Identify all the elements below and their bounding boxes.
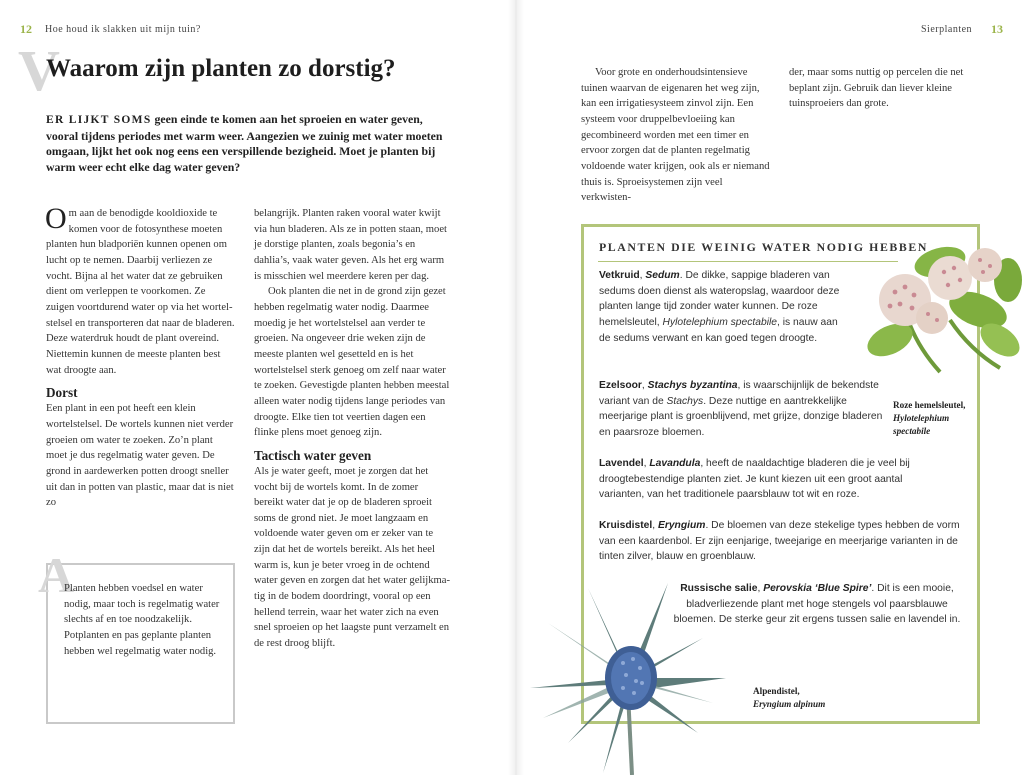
lead-text: geen einde te komen aan het sproeien en water geven, vooral tijdens periodes met warm weer. Aangezien we zuinig met water moeten omgaan, lijkt het ook nog eens een verspillende bezigheid. Moet je planten bij warm weer echt elke dag water geven? xyxy=(46,112,443,174)
title-initial-letter: V xyxy=(18,38,60,103)
right-running-title: Sierplanten xyxy=(921,24,973,35)
lead-smallcaps: ER LIJKT SOMS xyxy=(46,114,152,126)
entry-name: Ezelsoor xyxy=(599,380,642,391)
col2-paragraph-2: Ook planten die net in de grond zijn gezet hebben regelmatig water nodig. Daarmee moedig je het wortelstelsel aan verder te groeien. Na ongeveer drie weken zijn de meeste planten wel gesetteld en is het wortelstelsel sterk genoeg om zelf naar water te zoeken. Gevestigde planten hebben meestal alleen water nodig tijdens lange periodes van droogte. Elke tien tot veertien dagen een flinke plens moet genoeg zijn. xyxy=(254,286,450,439)
entry-latin: Lavandula xyxy=(649,458,701,469)
book-gutter xyxy=(508,0,524,775)
entry-latin-2: Hylotelephium spectabile xyxy=(662,317,778,329)
entry-russische-salie: Russische salie, Perovskia ‘Blue Spire’. Dit is een mooie, bladverliezende plant met hoge stengels vol paarsblauwe bloemen. De sterke geur zit ergens tussen salie en lavendel in. xyxy=(673,583,961,626)
entry-name: Kruisdistel xyxy=(599,520,653,531)
heading-dorst: Dorst xyxy=(46,385,78,401)
entry-text: , heeft de naaldachtige bladeren die je veel bij droogtebestendige planten ziet. Je kunt kiezen uit een groot aantal varianten, van het traditionele paarsblauw tot wit en roze. xyxy=(599,458,910,501)
entry-text-2: . Deze nuttige en aantrekkelijke meerjarige plant is groenblijvend, met grijze, donzige bladeren en paarsroze bloemen. xyxy=(599,395,883,439)
sedum-flower-illustration xyxy=(850,240,1024,378)
entry-latin: Sedum xyxy=(645,270,680,281)
page-title: Waarom zijn planten zo dorstig? xyxy=(46,55,396,82)
entry-name: Vetkruid xyxy=(599,270,640,281)
caption-eryngium-name: Alpendistel, xyxy=(753,686,800,696)
entry-text: . De bloemen van deze stekelige types hebben de vorm van een kaardenbol. Er zijn eenjarige, tweejarige en meerjarige varianten in de tinten zilver, blauw en groenblauw. xyxy=(599,520,960,563)
caption-sedum-latin: Hylotelephium spectabile xyxy=(893,412,950,436)
entry-vetkruid: Vetkruid, Sedum. De dikke, sappige bladeren van sedums doen dienst als wateropslag, waardoor deze planten lange tijd zonder water kunnen. De roze hemelsleutel, Hylotelephium spectabile, is nauw aan de sedums verwant en kan goed tegen droogte. xyxy=(599,270,840,344)
caption-sedum xyxy=(893,399,988,437)
entry-name: Lavendel xyxy=(599,458,644,469)
column-1 xyxy=(45,202,235,511)
heading-tactisch: Tactisch water geven xyxy=(254,447,372,463)
entry-text: . Dit is een mooie, bladverliezende plant met hoge stengels vol paarsblauwe bloemen. De sterke geur zit ergens tussen salie en lavendel in. xyxy=(673,583,961,626)
caption-eryngium-latin: Eryngium alpinum xyxy=(753,698,826,709)
drop-cap-o: O xyxy=(45,202,67,235)
entry-kruisdistel: Kruisdistel, Eryngium. De bloemen van deze stekelige types hebben de vorm van een kaardenbol. Er zijn eenjarige, tweejarige en meerjarige varianten in de tinten zilver, blauw en groenblauw. xyxy=(599,520,960,563)
column-2 xyxy=(254,206,450,652)
left-running-title: Hoe houd ik slakken uit mijn tuin? xyxy=(45,24,201,35)
lead-paragraph xyxy=(46,112,454,175)
entry-latin: Perovskia ‘Blue Spire’ xyxy=(763,583,872,594)
left-page-number: 12 xyxy=(20,22,32,36)
entry-text: , is waarschijnlijk de bekendste variant van de xyxy=(599,380,879,407)
entry-latin: Stachys byzantina xyxy=(647,380,738,391)
pull-quote-initial: A xyxy=(38,547,75,603)
caption-eryngium xyxy=(753,685,873,711)
right-column-1: Voor grote en onderhoudsintensieve tuinen waarvan de eigenaren het weg zijn, kan een irrigatiesysteem zinvol zijn. Een systeem voor druppelbevloeiing kan gecombineerd worden met een timer en ervoor zorgen dat de planten regelmatig voldoende water krijgen, ook als er niemand thuis is. Sproeisystemen zijn veel verkwisten- xyxy=(581,67,770,204)
entry-text-2: , is nauw aan de sedums verwant en kan goed tegen droogte. xyxy=(599,317,838,344)
caption-sedum-name: Roze hemelsleutel, xyxy=(893,400,966,410)
pull-quote-text: Planten hebben voedsel en water nodig, maar toch is regelmatig water slechts af en toe noodzakelijk. Potplanten en pas geplante planten hebben wel regelmatig water nodig. xyxy=(64,583,220,657)
entry-lavendel: Lavendel, Lavandula, heeft de naaldachtige bladeren die je veel bij droogtebestendige planten ziet. Je kunt kiezen uit een groot aantal varianten, van het traditionele paarsblauw tot wit en roze. xyxy=(599,458,910,501)
entry-latin-2: Stachys xyxy=(666,395,704,407)
col2-paragraph-3: Als je water geeft, moet je zorgen dat het vocht bij de wortels komt. In de zomer bereikt water dat je op de bladeren sproeit soms de grond niet. Je moet langzaam en voldoende water geven om er zeker van te zijn dat het de wortels bereikt. Als het heel warm is, kun je beter vroeg in de ochtend water geven en zorgen dat het water gelijkmatig in de bodem doordringt, vooral op een hellend terrein, waar het water zich na even snel sproeien op het laagste punt verzamelt en de rest droog blijft. xyxy=(254,465,450,650)
entry-latin: Eryngium xyxy=(657,520,706,531)
col2-paragraph-1: belangrijk. Planten raken vooral water kwijt via hun bladeren. Als ze in potten staan, moet je dorstige planten, zoals begonia’s en dahlia’s, vaak water geven. Als het erg warm is misschien wel meerdere keren per dag. xyxy=(254,208,447,282)
entry-text: . De dikke, sappige bladeren van sedums doen dienst als wateropslag, waardoor deze planten lange tijd zonder water kunnen. De roze hemelsleutel, xyxy=(599,270,840,329)
right-page-number: 13 xyxy=(991,22,1003,36)
eryngium-thistle-illustration xyxy=(528,583,728,775)
col1-paragraph-1: m aan de benodigde kooldioxide te komen voor de fotosynthese moeten planten hun bladporiën kunnen openen om lucht op te nemen. Daarbij verliezen ze vocht. Bijna al het water dat ze gebruiken dient om verleppen te voorkomen. Ze zuigen voortdurend water op via het wortelstelsel en transporteren dat naar de bladeren. Deze waterdruk houdt de plant overeind. Niettemin kunnen de meeste planten best wat droogte aan. xyxy=(46,208,235,376)
right-column-2: der, maar soms nuttig op percelen die net beplant zijn. Gebruik dan liever kleine tuinsproeiers dan grote. xyxy=(789,67,964,110)
sidebar-box-title: PLANTEN DIE WEINIG WATER NODIG HEBBEN xyxy=(599,240,928,254)
entry-ezelsoor: Ezelsoor, Stachys byzantina, is waarschijnlijk de bekendste variant van de Stachys. Deze nuttige en aantrekkelijke meerjarige plant is groenblijvend, met grijze, donzige bladeren en paarsroze bloemen. xyxy=(599,380,883,439)
entry-name: Russische salie xyxy=(680,583,758,594)
col1-paragraph-2: Een plant in een pot heeft een klein wortelstelsel. De wortels kunnen niet verder groeien om water te zoeken. Zo’n plant moet je dus regelmatig water geven. De grond in aardewerken potten droogt sneller uit dan in potten van plastic, maar dat is niet zo xyxy=(46,403,234,509)
